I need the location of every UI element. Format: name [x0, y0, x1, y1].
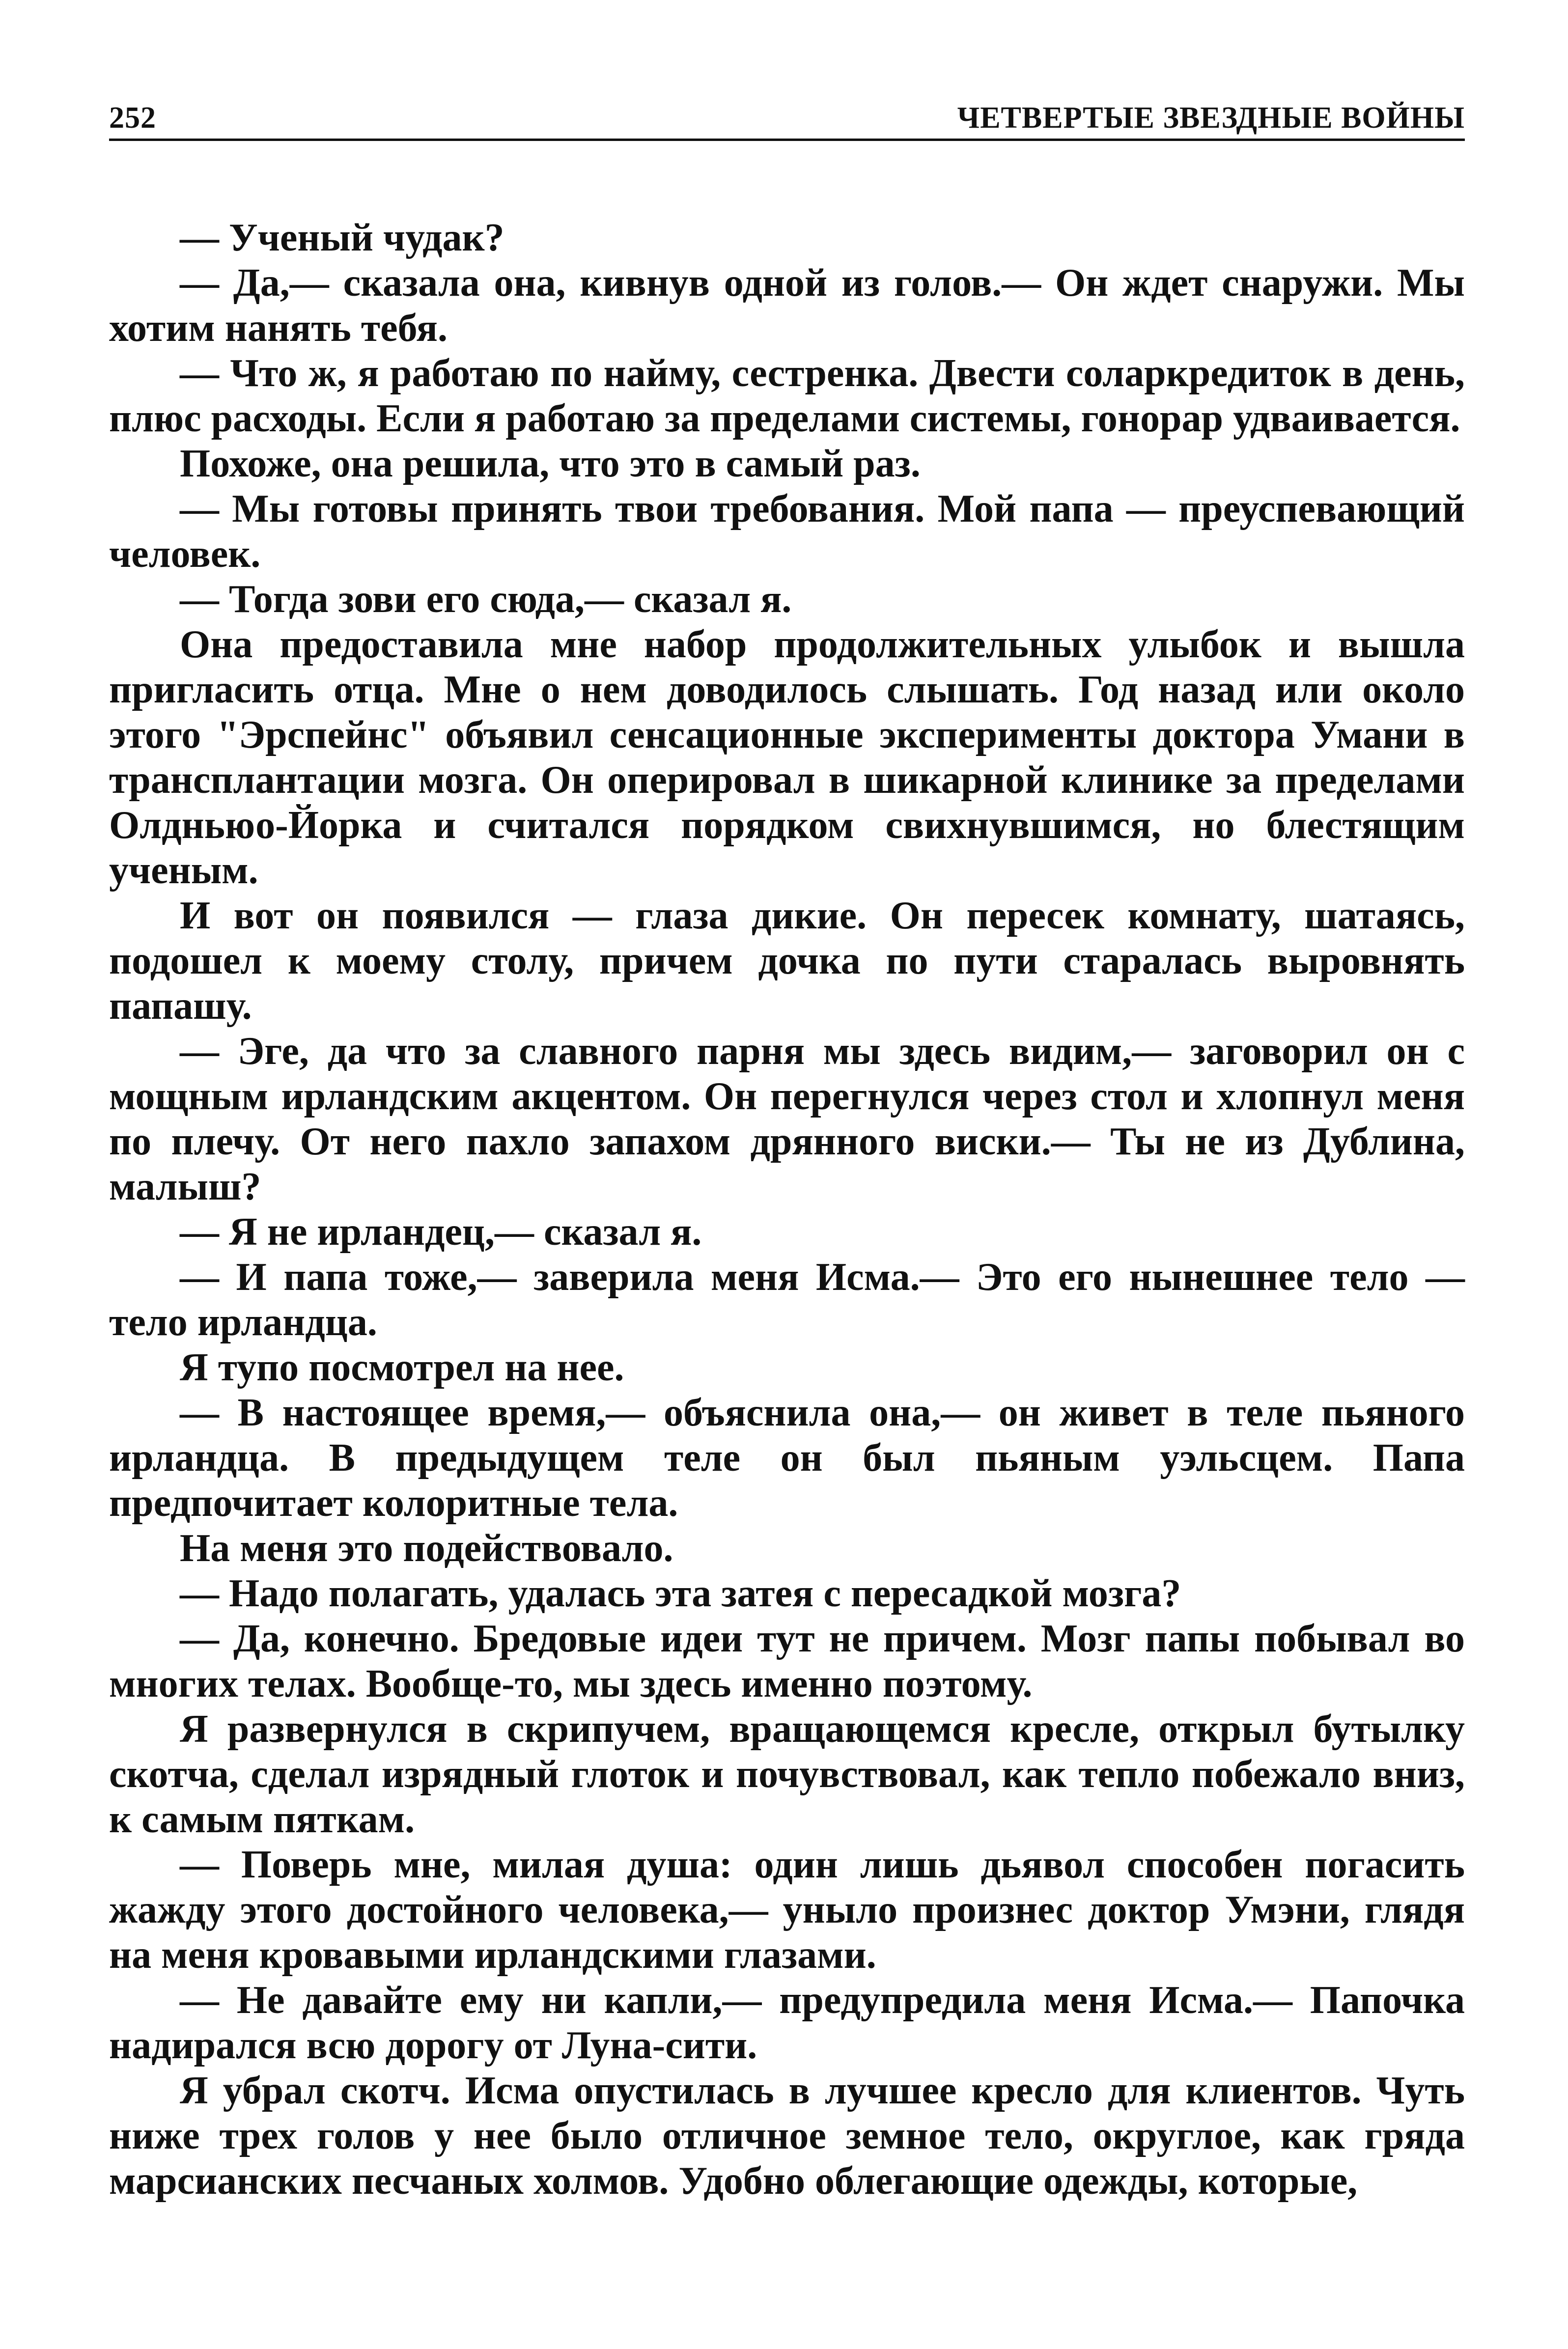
- paragraph: — Тогда зови его сюда,— сказал я.: [180, 578, 792, 621]
- paragraph: — Что ж, я работаю по найму, сестренка. Двести соларкредиток в день, плюс расходы. Если я работаю за пределами системы, гонорар удваивается.: [109, 352, 1465, 440]
- paragraph: Я развернулся в скрипучем, вращающемся кресле, открыл бутылку скотча, сделал изрядный глоток и почувствовал, как тепло побежало вниз, к самым пяткам.: [109, 1707, 1465, 1841]
- text-body: [109, 215, 1465, 2204]
- paragraph: — И папа тоже,— заверила меня Исма.— Это его нынешнее тело — тело ирландца.: [109, 1256, 1465, 1344]
- page-number: 252: [109, 101, 156, 135]
- paragraph: — Поверь мне, милая душа: один лишь дьявол способен погасить жажду этого достойного человека,— уныло произнес доктор Умэни, глядя на меня кровавыми ирландскими глазами.: [109, 1843, 1465, 1977]
- book-title: ЧЕТВЕРТЫЕ ЗВЕЗДНЫЕ ВОЙНЫ: [957, 101, 1465, 135]
- paragraph: — Ученый чудак?: [180, 216, 504, 259]
- paragraph: — Да,— сказала она, кивнув одной из голов.— Он ждет снаружи. Мы хотим нанять тебя.: [109, 261, 1465, 350]
- paragraph: Я тупо посмотрел на нее.: [180, 1346, 624, 1389]
- paragraph: — Эге, да что за славного парня мы здесь видим,— заговорил он с мощным ирландским акцентом. Он перегнулся через стол и хлопнул меня по плечу. От него пахло запахом дрянного виски.— Ты не из Дублина, малыш?: [109, 1030, 1465, 1208]
- paragraph: На меня это подействовало.: [180, 1527, 673, 1570]
- paragraph: Похоже, она решила, что это в самый раз.: [180, 442, 921, 485]
- paragraph: — Не давайте ему ни капли,— предупредила меня Исма.— Папочка надирался всю дорогу от Луна-сити.: [109, 1979, 1465, 2067]
- paragraph: Я убрал скотч. Исма опустилась в лучшее кресло для клиентов. Чуть ниже трех голов у нее было отличное земное тело, округлое, как гряда марсианских песчаных холмов. Удобно облегающие одежды, которые,: [109, 2069, 1465, 2203]
- running-head: [109, 97, 1465, 141]
- paragraph: Она предоставила мне набор продолжительных улыбок и вышла пригласить отца. Мне о нем доводилось слышать. Год назад или около этого "Эрспейнс" объявил сенсационные эксперименты доктора Умани в трансплантации мозга. Он оперировал в шикарной клинике за пределами Олдньюо-Йорка и считался порядком свихнувшимся, но блестящим ученым.: [109, 623, 1465, 892]
- paragraph: — Я не ирландец,— сказал я.: [180, 1210, 702, 1254]
- paragraph: — Надо полагать, удалась эта затея с пересадкой мозга?: [180, 1572, 1181, 1615]
- paragraph: И вот он появился — глаза дикие. Он пересек комнату, шатаясь, подошел к моему столу, причем дочка по пути старалась выровнять папашу.: [109, 894, 1465, 1028]
- paragraph: — В настоящее время,— объяснила она,— он живет в теле пьяного ирландца. В предыдущем теле он был пьяным уэльсцем. Папа предпочитает колоритные тела.: [109, 1391, 1465, 1525]
- paragraph: — Да, конечно. Бредовые идеи тут не причем. Мозг папы побывал во многих телах. Вообще-то, мы здесь именно поэтому.: [109, 1617, 1465, 1706]
- paragraph: — Мы готовы принять твои требования. Мой папа — преуспевающий человек.: [109, 487, 1465, 576]
